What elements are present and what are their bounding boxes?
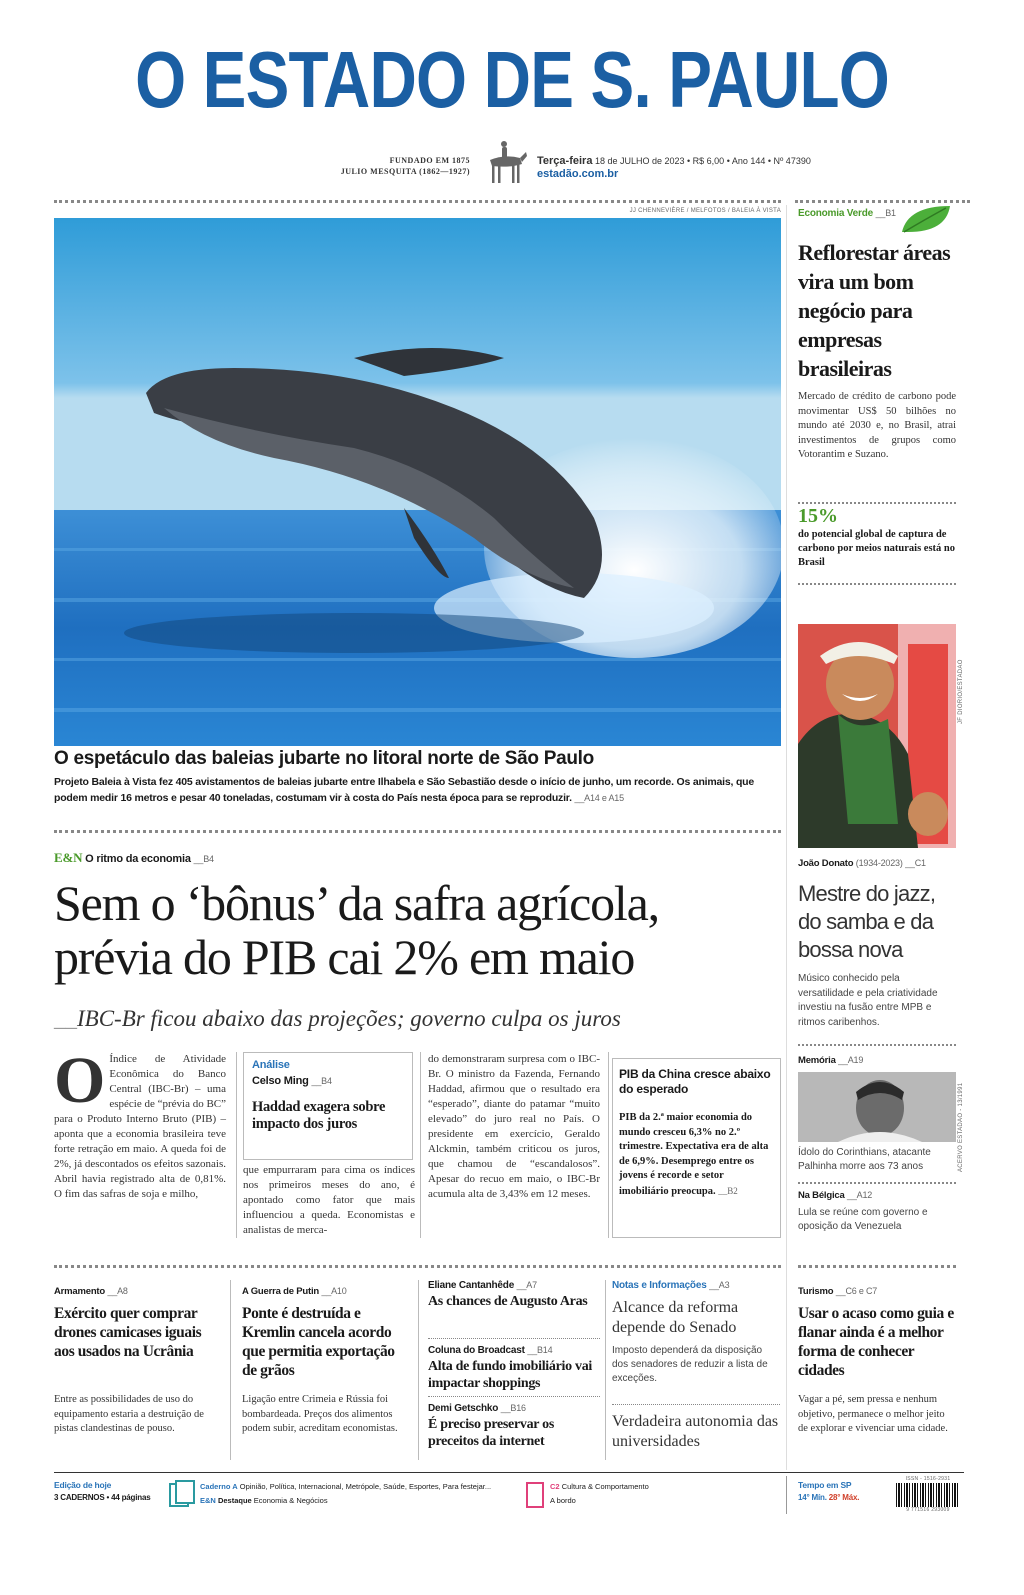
analysis-page: B4 [321, 1076, 332, 1086]
caderno-a-text: Opinião, Política, Internacional, Metrópole, Saúde, Esportes, Para festejar... [239, 1482, 492, 1491]
palhinha-photo [798, 1072, 956, 1142]
donato-kicker: João Donato (1934-2023) __C1 [798, 858, 926, 869]
columnists-list [428, 1280, 600, 1450]
eco-verde-text: Mercado de crédito de carbono pode movimentar US$ 50 bilhões no mundo até 2030 e, no Brasil, atrai investimentos de grupos como Votorantim e Suzano. [798, 391, 956, 460]
c2-label: C2 [550, 1482, 560, 1491]
caption-pages: A14 e A15 [584, 793, 624, 803]
section-name: O ritmo da economia [85, 853, 191, 865]
donato-text: Músico conhecido pela versatilidade e pela criatividade investiu na fusão entre MPB e ritmos caribenhos. [798, 973, 938, 1028]
eco-verde-page: B1 [885, 208, 896, 218]
headline-line2: prévia do PIB cai 2% em maio [54, 929, 635, 985]
founder-text: JULIO MESQUITA (1862—1927) [340, 167, 470, 176]
belgica-page: A12 [856, 1190, 873, 1200]
date-bar [537, 155, 817, 181]
analysis-title: Haddad exagera sobre impacto dos juros [252, 1099, 386, 1132]
china-text-wrap: PIB da 2.ª maior economia do mundo cresceu 6,3% no 2.º trimestre. Expectativa era de alta de 6,9%. Desemprego entre os jovens é recorde e setor imobiliário preocupa. __B2 [619, 1112, 769, 1197]
analysis-author: Celso Ming [252, 1075, 309, 1087]
weather-label: Tempo em SP [798, 1480, 852, 1490]
main-col1 [54, 1044, 227, 1202]
footer-cadernos[interactable] [200, 1481, 510, 1506]
donato-credit: JF DIORIO/ESTADÃO [958, 659, 964, 724]
caderno-a-icon [168, 1480, 196, 1510]
column-author: Demi Getschko [428, 1403, 499, 1414]
founded-line [300, 155, 470, 177]
china-title: PIB da China cresce abaixo do esperado [619, 1067, 771, 1096]
c2-icon [524, 1480, 546, 1510]
col1-text: Índice de Atividade Econômica do Banco Central (IBC-Br) – uma espécie de “prévia do BC” para o Produto Interno Bruto (PIB) – aponta que a economia brasileira teve forte retração em maio. A queda foi de 2%, já descontados os efeitos sazonais. Abril havia registrado alta de 0,81%. O fim das safras de soja e milho, [54, 1053, 227, 1200]
column-title: É preciso preservar os preceitos da internet [428, 1417, 554, 1449]
photo-credit: JJ CHENNEVIÈRE / MELFOTOS / BALEIA À VISTA [629, 208, 781, 214]
column-item[interactable]: Eliane Cantanhêde __A7 As chances de Augusto Aras [428, 1280, 600, 1338]
issn-text: ISSN - 1516-2931 [905, 1476, 951, 1482]
main-subhead: __IBC-Br ficou abaixo das projeções; governo culpa os juros [54, 1006, 621, 1031]
c2-text: Cultura & Comportamento [561, 1482, 649, 1491]
belgica-kicker: Na Bélgica __A12 [798, 1190, 873, 1201]
section-code: E&N [54, 850, 83, 865]
subhead-text: IBC-Br ficou abaixo das projeções; governo culpa os juros [77, 1006, 621, 1031]
donato-photo [798, 624, 956, 848]
column-title: As chances de Augusto Aras [428, 1294, 588, 1309]
dropcap: O [54, 1044, 106, 1117]
en-destaque: Destaque [217, 1496, 252, 1505]
main-col2: que empurraram para cima os índices nos primeiros meses do ano, é apontado como fator que mais influenciou a queda. Economistas e analistas de merca- [243, 1164, 415, 1236]
eco-verde-stat-text: do potencial global de captura de carbono por meios naturais está no Brasil [798, 529, 956, 568]
eco-verde-headline: Reflorestar áreas vira um bom negócio para empresas brasileiras [798, 240, 951, 381]
horseman-logo-icon [480, 140, 530, 186]
website-link[interactable]: estadão.com.br [537, 168, 619, 180]
footer-edition [54, 1480, 164, 1502]
whale-photo [54, 218, 781, 746]
founded-text: FUNDADO EM 1875 [389, 156, 470, 165]
footer-weather [798, 1480, 878, 1502]
donato-years: (1934-2023) [855, 858, 903, 868]
notas-kicker: Notas e Informações __A3 [612, 1280, 730, 1291]
memoria-label: Memória [798, 1055, 836, 1066]
turismo-text: Vagar a pé, sem pressa e nenhum objetivo, permanece o melhor jeito de explorar e vivenciar uma cidade. [798, 1394, 948, 1434]
photo-caption-title: O espetáculo das baleias jubarte no litoral norte de São Paulo [54, 748, 594, 769]
leaf-icon [898, 202, 954, 236]
notas-text: Imposto dependerá da disposição dos senadores de reduzir a lista de exceções. [612, 1345, 768, 1384]
main-kicker: E&N O ritmo da economia __B4 [54, 850, 214, 865]
armamento-text: Entre as possibilidades de uso do equipamento estaria a destruição de pistas clandestinas de pouso. [54, 1394, 204, 1434]
china-page: B2 [727, 1185, 738, 1196]
column-page: B16 [510, 1403, 526, 1413]
weekday: Terça-feira [537, 155, 593, 167]
caption-body: Projeto Baleia à Vista fez 405 avistamentos de baleias jubarte entre Ilhabela e São Sebastião desde o início de junho, um recorde. Os animais, que podem medir 16 metros e pesar 40 toneladas, costumam vir à costa do País nesta época para se reproduzir. [54, 776, 755, 804]
section-page: B4 [203, 854, 214, 864]
c2-sub: A bordo [550, 1496, 576, 1505]
column-page: B14 [537, 1345, 553, 1355]
armamento-label: Armamento [54, 1286, 105, 1297]
main-col3: do demonstraram surpresa com o IBC-Br. O ministro da Fazenda, Fernando Haddad, afirmou que o resultado era “esperado”, diante do patamar “muito elevado” do juro real no País. O presidente em exercício, Geraldo Alckmin, também criticou os juros, que chamou de “escandalosos”. Apesar do recuo em maio, o IBC-Br acumula alta de 3,43% em 12 meses. [428, 1053, 600, 1200]
caderno-a-label: Caderno A [200, 1482, 238, 1491]
armamento-headline[interactable]: Exército quer comprar drones camicases iguais aos usados na Ucrânia [54, 1305, 202, 1360]
eco-verde-block[interactable]: Economia Verde __B1 [798, 208, 896, 219]
china-box[interactable] [612, 1058, 781, 1238]
armamento-kicker: Armamento __A8 [54, 1286, 128, 1297]
weather-min: 14° Mín. [798, 1493, 827, 1502]
column-item[interactable]: Coluna do Broadcast __B14 Alta de fundo imobiliário vai impactar shoppings [428, 1338, 600, 1396]
edition-label: Edição de hoje [54, 1480, 112, 1490]
memoria-credit: ACERVO ESTADÃO - 13/1991 [958, 1082, 964, 1172]
armamento-page: A8 [117, 1286, 128, 1296]
eco-verde-label: Economia Verde [798, 208, 874, 219]
donato-label: João Donato [798, 858, 854, 869]
edition-text: 3 CADERNOS • 44 páginas [54, 1493, 151, 1502]
notas-headline[interactable]: Alcance da reforma depende do Senado [612, 1299, 739, 1336]
column-author: Eliane Cantanhêde [428, 1280, 515, 1291]
donato-page: C1 [914, 858, 926, 868]
turismo-label: Turismo [798, 1286, 834, 1297]
memoria-page: A19 [847, 1055, 864, 1065]
memoria-text[interactable]: Ídolo do Corinthians, atacante Palhinha morre aos 73 anos [798, 1147, 931, 1172]
memoria-kicker: Memória __A19 [798, 1055, 864, 1066]
barcode [896, 1476, 960, 1513]
turismo-headline[interactable]: Usar o acaso como guia e flanar ainda é a melhor forma de conhecer cidades [798, 1305, 954, 1379]
column-author: Coluna do Broadcast [428, 1345, 525, 1356]
headline-line1: Sem o ‘bônus’ da safra agrícola, [54, 875, 659, 931]
putin-kicker: A Guerra de Putin __A10 [242, 1286, 347, 1297]
turismo-kicker: Turismo __C6 e C7 [798, 1286, 878, 1297]
column-page: A7 [526, 1280, 537, 1290]
putin-page: A10 [331, 1286, 347, 1296]
date-info: 18 de JULHO de 2023 • R$ 6,00 • Ano 144 • Nº 47390 [594, 156, 811, 166]
notas-headline2[interactable]: Verdadeira autonomia das universidades [612, 1413, 779, 1450]
en-label: E&N [200, 1496, 216, 1505]
belgica-label: Na Bélgica [798, 1190, 845, 1201]
column-item[interactable]: Demi Getschko __B16 É preciso preservar os preceitos da internet [428, 1396, 600, 1450]
donato-headline[interactable]: Mestre do jazz, do samba e da bossa nova [798, 881, 936, 962]
notas-label: Notas e Informações [612, 1280, 707, 1291]
weather-max: 28° Máx. [828, 1493, 860, 1502]
en-text: Economia & Negócios [253, 1496, 328, 1505]
eco-verde-stat: 15% [798, 505, 838, 527]
footer-c2[interactable] [550, 1481, 730, 1506]
turismo-page: C6 e C7 [845, 1286, 878, 1296]
masthead-title: O ESTADO DE S. PAULO [135, 35, 889, 124]
china-text: PIB da 2.ª maior economia do mundo cresceu 6,3% no 2.º trimestre. Expectativa era de alta de 6,9%. Desemprego entre os jovens é recorde e setor imobiliário preocupa. [619, 1112, 769, 1197]
putin-headline[interactable]: Ponte é destruída e Kremlin cancela acordo que permitia exportação de grãos [242, 1305, 395, 1379]
photo-caption-text: Projeto Baleia à Vista fez 405 avistamentos de baleias jubarte entre Ilhabela e São Sebastião desde o início de junho, um recorde. Os animais, que podem medir 16 metros e pesar 40 toneladas, costumam vir à costa do País nesta época para se reproduzir. __A14 e A15 [54, 776, 755, 804]
notas-page: A3 [718, 1280, 730, 1290]
main-headline[interactable] [54, 876, 781, 984]
analysis-box[interactable]: Análise Celso Ming __B4 Haddad exagera sobre impacto dos juros [243, 1052, 413, 1160]
putin-text: Ligação entre Crimeia e Rússia foi bombardeada. Preços dos alimentos podem subir, acreditam economistas. [242, 1394, 398, 1434]
column-title: Alta de fundo imobiliário vai impactar shoppings [428, 1359, 592, 1391]
belgica-text[interactable]: Lula se reúne com governo e oposição da Venezuela [798, 1207, 928, 1232]
barcode-number: 9 771516 293009 [906, 1507, 950, 1513]
barcode-bars [896, 1483, 960, 1507]
analysis-label: Análise [252, 1059, 290, 1071]
putin-label: A Guerra de Putin [242, 1286, 320, 1297]
